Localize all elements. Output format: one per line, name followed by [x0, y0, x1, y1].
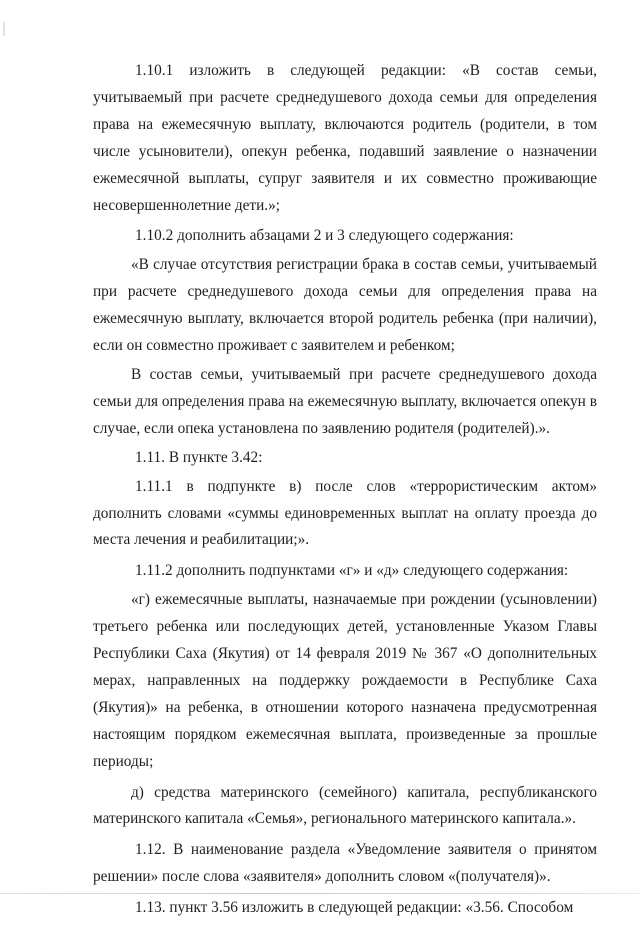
paragraph-1-10-2: 1.10.2 дополнить абзацами 2 и 3 следующего содержания:: [135, 227, 514, 245]
paragraph-1-12: 1.12. В наименование раздела «Уведомление заявителя о принятом решении» после слова «заявителя» дополнить словом «(получателя)».: [93, 841, 597, 886]
paragraph-quote-abzac-3: В состав семьи, учитываемый при расчете среднедушевого дохода семьи для определения права на ежемесячную выплату, включается опекун в случае, если опека установлена по заявлению родителя (родителей).».: [93, 365, 597, 437]
document-body: [93, 58, 597, 926]
paragraph-1-11-1: 1.11.1 в подпункте в) после слов «террористическим актом» дополнить словами «суммы единовременных выплат на оплату проезда до места лечения и реабилитации;».: [93, 477, 597, 549]
paragraph-subpoint-d: д) средства материнского (семейного) капитала, республиканского материнского капитала «Семья», регионального материнского капитала.».: [93, 783, 597, 828]
paragraph-quote-abzac-2: «В случае отсутствия регистрации брака в состав семьи, учитываемый при расчете среднедушевого дохода семьи для определения права на ежемесячную выплату, включается второй родитель ребенка (при наличии), если он совместно проживает с заявителем и ребенком;: [93, 256, 597, 355]
paragraph-1-10-1: 1.10.1 изложить в следующей редакции: «В состав семьи, учитываемый при расчете среднедушевого дохода семьи для определения права на ежемесячную выплату, включаются родитель (родители, в том числе усыновители), опекун ребенка, подавший заявление о назначении ежемесячной выплаты, супруг заявителя и их совместно проживающие несовершеннолетние дети.»;: [93, 62, 597, 214]
scan-artifact: [3, 22, 5, 36]
page-bottom-edge: [0, 893, 640, 894]
paragraph-1-13: 1.13. пункт 3.56 изложить в следующей редакции: «3.56. Способом: [135, 899, 574, 917]
paragraph-1-11-2: 1.11.2 дополнить подпунктами «г» и «д» следующего содержания:: [135, 562, 569, 580]
paragraph-1-11: 1.11. В пункте 3.42:: [135, 448, 263, 466]
paragraph-subpoint-g: «г) ежемесячные выплаты, назначаемые при рождении (усыновлении) третьего ребенка или последующих детей, установленные Указом Главы Республики Саха (Якутия) от 14 февраля 2019 № 367 «О дополнительных мерах, направленных на поддержку рождаемости в Республике Саха (Якутия)» на ребенка, в отношении которого назначена предусмотренная настоящим порядком ежемесячная выплата, произведенные за прошлые периоды;: [93, 591, 597, 770]
